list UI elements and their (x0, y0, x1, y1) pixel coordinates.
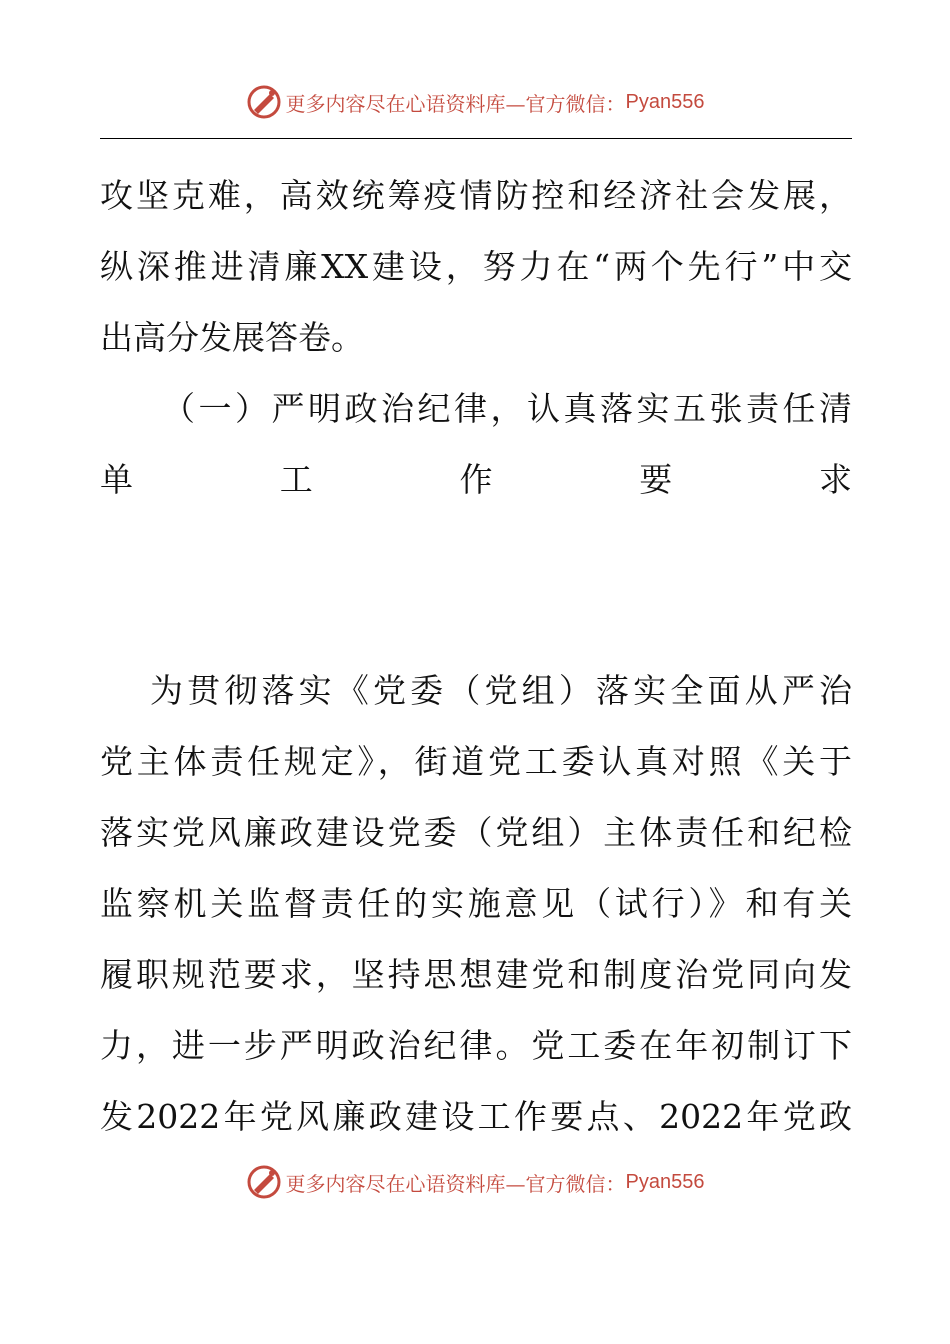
header-wechat-id: Pyan556 (625, 90, 705, 113)
heading-char: 作 (459, 460, 493, 499)
paragraph-line: 履职规范要求，坚持思想建党和制度治党同向发 (100, 955, 852, 994)
paragraph-line: 监察机关监督责任的实施意见（试行）》和有关 (100, 884, 852, 923)
paragraph-line: 攻坚克难，高效统筹疫情防控和经济社会发展， (100, 176, 852, 215)
paragraph-1 (100, 160, 852, 373)
heading-line-spread (100, 444, 852, 515)
paragraph-line: 出高分发展答卷。 (100, 318, 364, 357)
footer-text: 更多内容尽在心语资料库—官方微信： (285, 1171, 626, 1196)
paragraph-line: 为贯彻落实《党委（党组）落实全面从严治 (150, 671, 852, 710)
paragraph-2 (100, 655, 852, 1152)
logo-icon (246, 1164, 282, 1200)
header-text: 更多内容尽在心语资料库—官方微信： (285, 91, 626, 116)
heading-line: （一）严明政治纪律，认真落实五张责任清 (162, 389, 852, 428)
heading-char: 单 (100, 460, 133, 499)
paragraph-line: 纵深推进清廉XX建设，努力在“两个先行”中交 (100, 247, 852, 286)
logo-icon (246, 84, 282, 120)
header-rule (100, 138, 852, 139)
paragraph-line: 党主体责任规定》，街道党工委认真对照《关于 (100, 742, 852, 781)
footer-banner (0, 1162, 950, 1202)
paragraph-line: 落实党风廉政建设党委（党组）主体责任和纪检 (100, 813, 852, 852)
paragraph-line: 发2022年党风廉政建设工作要点、2022年党政 (100, 1097, 852, 1136)
footer-wechat-id: Pyan556 (625, 1170, 705, 1193)
section-heading (100, 373, 852, 515)
heading-char: 求 (819, 460, 852, 499)
header-banner (0, 82, 950, 122)
paragraph-line: 力，进一步严明政治纪律。党工委在年初制订下 (100, 1026, 852, 1065)
heading-char: 工 (279, 460, 313, 499)
heading-char: 要 (639, 460, 673, 499)
